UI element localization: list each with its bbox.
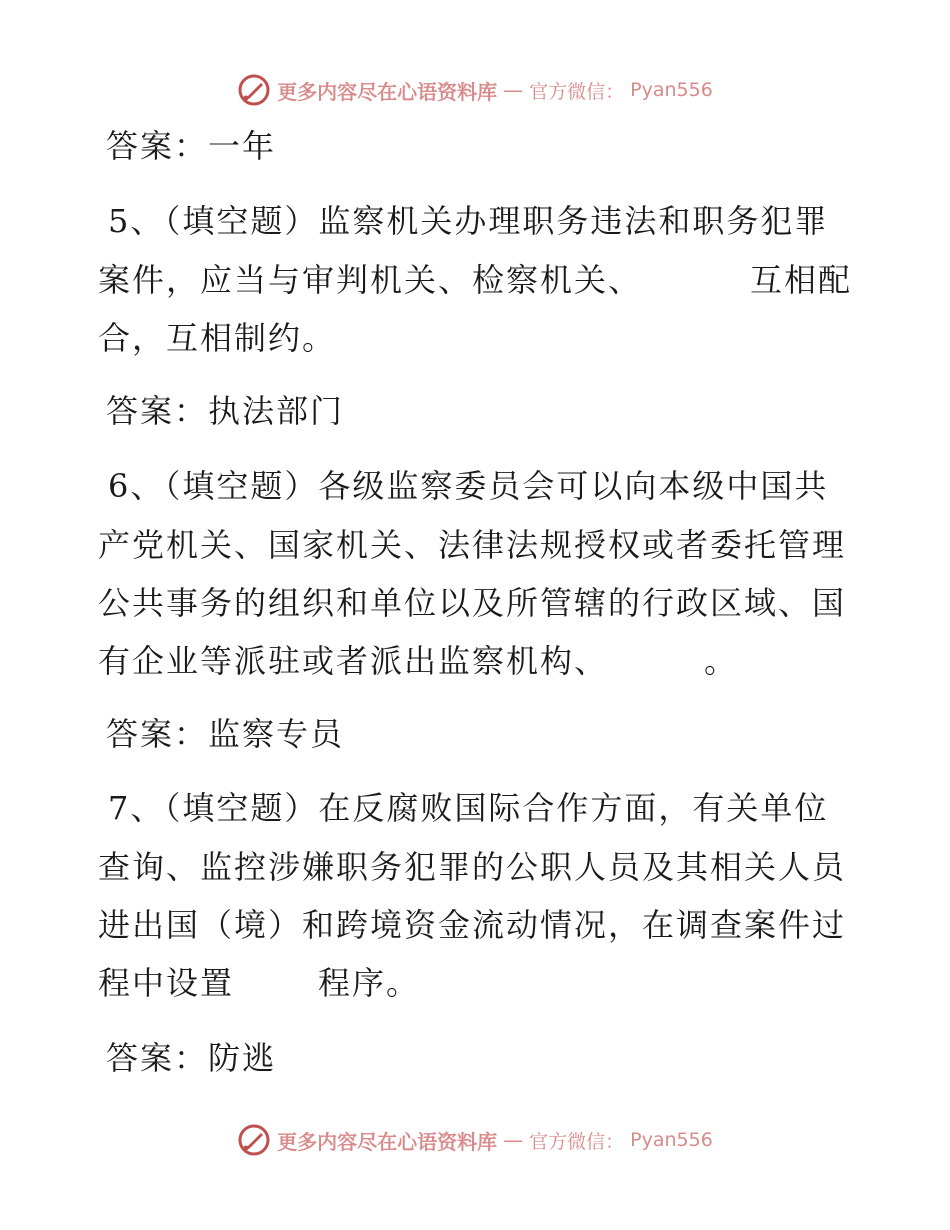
question-7-line-4-part-a: 程中设置	[98, 964, 235, 1002]
answer-5: 答案：执法部门	[106, 392, 345, 430]
banner-wechat-id: Pyan556	[630, 79, 713, 101]
answer-6: 答案：监察专员	[106, 715, 345, 753]
question-7-line-3: 进出国（境）和跨境资金流动情况，在调查案件过	[98, 906, 847, 944]
answer-7: 答案：防逃	[106, 1039, 277, 1077]
question-5-line-2-part-a: 案件，应当与审判机关、检察机关、	[98, 261, 643, 299]
answer-4: 答案：一年	[106, 127, 277, 165]
question-6-line-4-part-a: 有企业等派驻或者派出监察机构、	[98, 642, 609, 680]
question-7-line-4-part-b: 程序。	[318, 964, 421, 1002]
question-6-line-3: 公共事务的组织和单位以及所管辖的行政区域、国	[98, 584, 847, 622]
pen-logo-icon	[237, 73, 271, 107]
banner-wechat-label: 官方微信：	[529, 80, 625, 103]
question-6-line-4	[98, 637, 738, 685]
question-7-line-4	[98, 959, 420, 1007]
banner-dash: —	[503, 1128, 524, 1152]
question-6-line-1: 6、（填空题）各级监察委员会可以向本级中国共	[108, 467, 829, 505]
question-5-line-2-part-b: 互相配	[750, 261, 853, 299]
question-6-line-4-part-b: 。	[704, 642, 739, 680]
header-banner	[0, 70, 950, 110]
pen-logo-icon	[237, 1123, 271, 1157]
banner-wechat-id: Pyan556	[630, 1129, 713, 1151]
question-7-line-1: 7、（填空题）在反腐败国际合作方面，有关单位	[108, 789, 829, 827]
question-5-line-3: 合，互相制约。	[98, 319, 337, 357]
question-7-line-2: 查询、监控涉嫌职务犯罪的公职人员及其相关人员	[98, 848, 847, 886]
question-6-line-2: 产党机关、国家机关、法律法规授权或者委托管理	[98, 526, 847, 564]
banner-wechat-label: 官方微信：	[529, 1130, 625, 1153]
footer-banner	[0, 1120, 950, 1160]
question-5-line-1: 5、（填空题）监察机关办理职务违法和职务犯罪	[108, 202, 829, 240]
question-5-line-2	[98, 256, 852, 304]
banner-site-name: 更多内容尽在心语资料库	[277, 1129, 498, 1154]
banner-dash: —	[503, 78, 524, 102]
banner-site-name: 更多内容尽在心语资料库	[277, 79, 498, 104]
